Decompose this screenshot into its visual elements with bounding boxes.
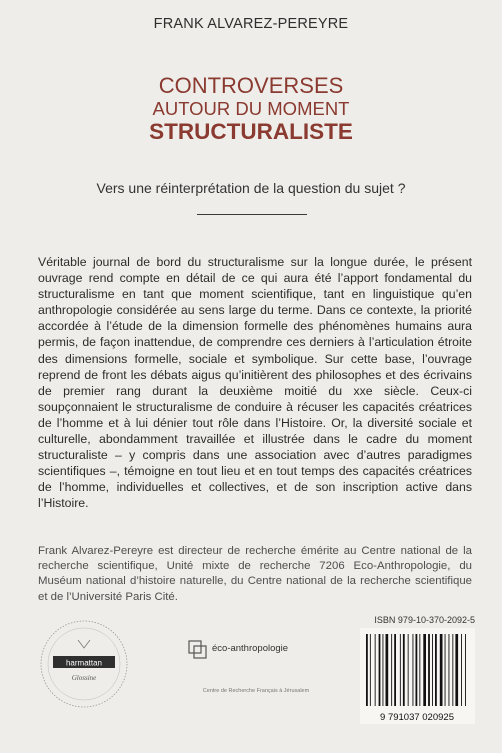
book-subtitle: Vers une réinterprétation de la question du sujet ? [96,180,406,196]
barcode-bar [366,634,368,706]
eco-anthropologie-logo [188,632,318,672]
barcode-bar [408,634,409,706]
barcode-bar [379,634,381,706]
barcode-bar [391,634,392,706]
barcode-bar [465,634,466,706]
title-line-1: CONTROVERSES [158,73,344,98]
barcode-bar [455,634,458,706]
barcode-bar [452,634,453,706]
bio-paragraph: Frank Alvarez-Pereyre est directeur de recherche émérite au Centre national de la recherche scientifique, Unité mixte de recherche 7206 Eco-Anthropologie, du Muséum national d’histoire naturelle, du Centre national de la recherche scientifique et de l’Université Paris Cité. [38,545,472,603]
harmattan-name: harmattan [65,658,103,668]
barcode-bar [449,634,450,706]
barcode-bar [370,634,371,706]
barcode-bar [416,634,418,706]
barcode-bar [461,634,462,706]
barcode-bar [383,634,384,706]
barcode-bar [423,634,426,706]
barcode-bar [403,634,405,706]
summary-paragraph: Véritable journal de bord du structuralisme sur la longue durée, le présent ouvrage rend compte en détail de ce qui aura été l’apport fondamental du structuralisme en tant que moment scientifique, tant en linguistique qu’en anthropologie considérée au sens large du terme. Dans ce contexte, la priorité accordée à l’étude de la dimension formelle des phénomènes humains aura permis, de façon inattendue, de comprendre ces derniers à l’articulation étroite des dimensions formelle, sociale et symbolique. Sur cette base, l’ouvrage reprend de front les débats aigus qu’initièrent des philosophes et des écrivains de premier rang durant la deuxième moitié du xxe siècle. Ceux-ci soupçonnaient le structuralisme de conduire à récuser les capacités créatrices de l’homme et à lui dénier tout rôle dans l’Histoire. Or, la diversité sociale et culturelle, abondamment travaillée et illustrée dans le cadre du moment structuraliste – y compris dans une association avec d’autres paradigmes scientifiques –, témoigne en tout lieu et en tout temps des capacités créatrices de l’homme, individuelles et collectives, et de son inscription active dans l’Histoire. [38,255,472,511]
book-title [0,74,502,144]
isbn-number: ISBN 979-10-370-2092-5 [374,615,475,625]
harmattan-collection: Glossine [71,674,97,682]
harmattan-logo [38,618,130,710]
barcode-bar [428,634,430,706]
barcode-bar [413,634,414,706]
barcode-bar [440,634,443,706]
barcode-bar [386,634,389,706]
barcode-digits: 9 791037 020925 [380,712,454,723]
author-bio [38,544,472,605]
barcode-bar [435,634,437,706]
barcode-bar [419,634,420,706]
barcode-bar [432,634,433,706]
eco-anthropologie-label: éco-anthropologie [212,643,289,654]
eco-square-icon [188,638,208,660]
divider [197,214,307,215]
title-line-3: STRUCTURALISTE [149,119,353,144]
barcode-bar [445,634,446,706]
title-line-2: AUTOUR DU MOMENT [152,98,350,119]
barcode [360,628,475,724]
summary-text [38,254,472,512]
barcode-bar [394,634,396,706]
partner-caption: Centre de Recherche Français à Jérusalem [202,688,310,694]
barcode-bar [375,634,376,706]
barcode-bar [400,634,401,706]
author-name: FRANK ALVAREZ-PEREYRE [153,16,349,32]
